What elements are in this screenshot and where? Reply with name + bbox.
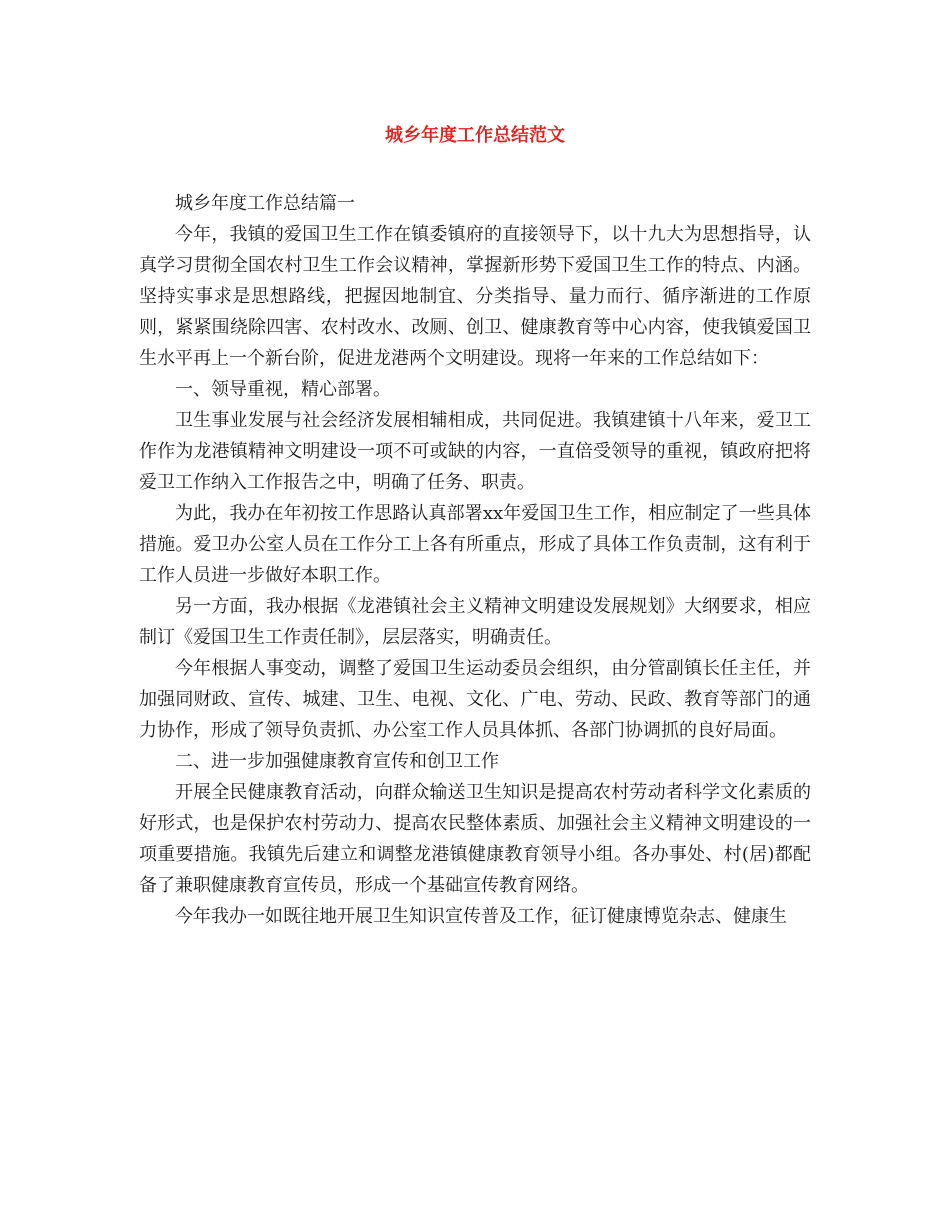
section-heading: 城乡年度工作总结篇一 [175,193,355,214]
section-heading: 二、进一步加强健康教育宣传和创卫工作 [175,751,499,772]
paragraph: 今年根据人事变动，调整了爱国卫生运动委员会组织，由分管副镇长任主任，并加强同财政、宣传、城建、卫生、电视、文化、广电、劳动、民政、教育等部门的通力协作，形成了领导负责抓、办公室工作人员具体抓、各部门协调抓的良好局面。 [139,658,811,741]
paragraph: 开展全民健康教育活动，向群众输送卫生知识是提高农村劳动者科学文化素质的好形式，也是保护农村劳动力、提高农民整体素质、加强社会主义精神文明建设的一项重要措施。我镇先后建立和调整龙港镇健康教育领导小组。各办事处、村(居)都配备了兼职健康教育宣传员，形成一个基础宣传教育网络。 [139,782,811,896]
paragraph: 今年我办一如既往地开展卫生知识宣传普及工作，征订健康博览杂志、健康生 [175,906,787,927]
document-body [139,188,811,932]
paragraph: 今年，我镇的爱国卫生工作在镇委镇府的直接领导下，以十九大为思想指导，认真学习贯彻全国农村卫生工作会议精神，掌握新形势下爱国卫生工作的特点、内涵。坚持实事求是思想路线，把握因地制宜、分类指导、量力而行、循序渐进的工作原则，紧紧围绕除四害、农村改水、改厕、创卫、健康教育等中心内容，使我镇爱国卫生水平再上一个新台阶，促进龙港两个文明建设。现将一年来的工作总结如下： [139,224,811,369]
paragraph: 卫生事业发展与社会经济发展相辅相成，共同促进。我镇建镇十八年来，爱卫工作作为龙港镇精神文明建设一项不可或缺的内容，一直倍受领导的重视，镇政府把将爱卫工作纳入工作报告之中，明确了任务、职责。 [139,410,811,493]
paragraph: 为此，我办在年初按工作思路认真部署xx年爱国卫生工作，相应制定了一些具体措施。爱卫办公室人员在工作分工上各有所重点，形成了具体工作负责制，这有利于工作人员进一步做好本职工作。 [139,503,811,586]
paragraph: 另一方面，我办根据《龙港镇社会主义精神文明建设发展规划》大纲要求，相应制订《爱国卫生工作责任制》，层层落实，明确责任。 [139,596,811,648]
document-title: 城乡年度工作总结范文 [385,125,565,146]
section-heading: 一、领导重视，精心部署。 [175,379,391,400]
